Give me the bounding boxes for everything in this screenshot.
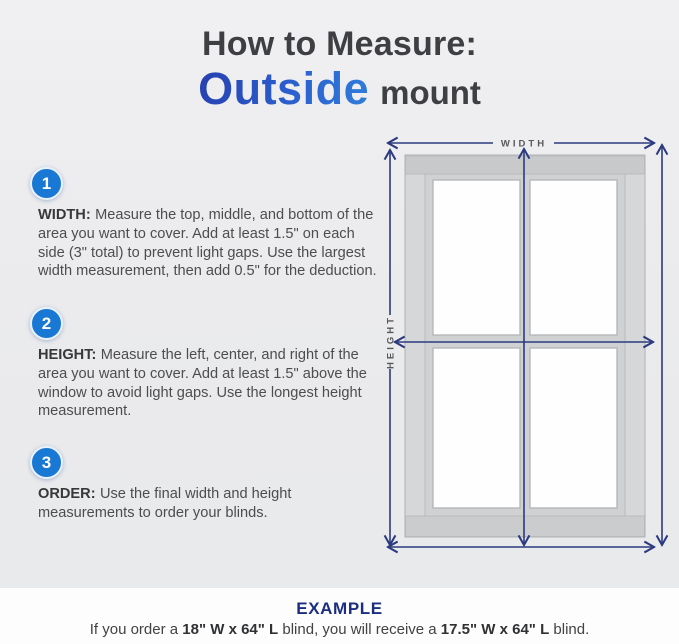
step-2-body: Measure the left, center, and right of the area you want to cover. Add at least 1.5" above the window to avoid light gaps. Use the longest height measurement. [38, 347, 367, 420]
step-2-label: HEIGHT: [38, 347, 97, 363]
window-pane-top-left [433, 180, 520, 335]
window-measurement-diagram [380, 132, 672, 564]
title-line1: How to Measure: [201, 25, 478, 63]
example-ordered-size: 18" W x 64" L [182, 621, 279, 638]
example-footer [0, 588, 679, 644]
step-3 [30, 446, 384, 523]
step-1-text [38, 206, 384, 281]
step-3-label: ORDER: [38, 486, 96, 502]
title-line2 [0, 65, 679, 112]
height-dimension-label: HEIGHT [385, 315, 397, 369]
example-middle: blind, you will receive a [278, 621, 441, 638]
window-top-rail [406, 156, 645, 174]
example-sentence [0, 621, 679, 638]
step-2 [30, 307, 384, 421]
step-3-body: Use the final width and height measurements to order your blinds. [38, 486, 292, 521]
title-accent-outside: Outside [198, 63, 370, 114]
window-illustration [405, 155, 645, 537]
step-1-label: WIDTH: [38, 207, 91, 223]
step-2-text [38, 346, 384, 421]
step-3-number-badge: 3 [30, 446, 63, 479]
step-1-body: Measure the top, middle, and bottom of the area you want to cover. Add at least 1.5" on each side (3" total) to prevent light gaps. Use the largest width measurement, then add 0.5" for the deduction. [38, 207, 377, 280]
step-1-number-badge: 1 [30, 167, 63, 200]
example-received-size: 17.5" W x 64" L [440, 621, 550, 638]
step-3-text [38, 485, 384, 523]
width-dimension-label: WIDTH [500, 138, 548, 150]
window-pane-top-right [530, 180, 617, 335]
step-1 [30, 167, 384, 281]
window-diagram-svg [380, 132, 672, 564]
title-rest-mount: mount [380, 74, 481, 111]
example-prefix: If you order a [89, 621, 183, 638]
example-suffix: blind. [549, 621, 590, 638]
step-2-number-badge: 2 [30, 307, 63, 340]
window-pane-bottom-left [433, 348, 520, 508]
window-pane-bottom-right [530, 348, 617, 508]
example-heading: EXAMPLE [296, 599, 383, 618]
window-bottom-rail [406, 516, 645, 537]
page-title [0, 25, 679, 112]
